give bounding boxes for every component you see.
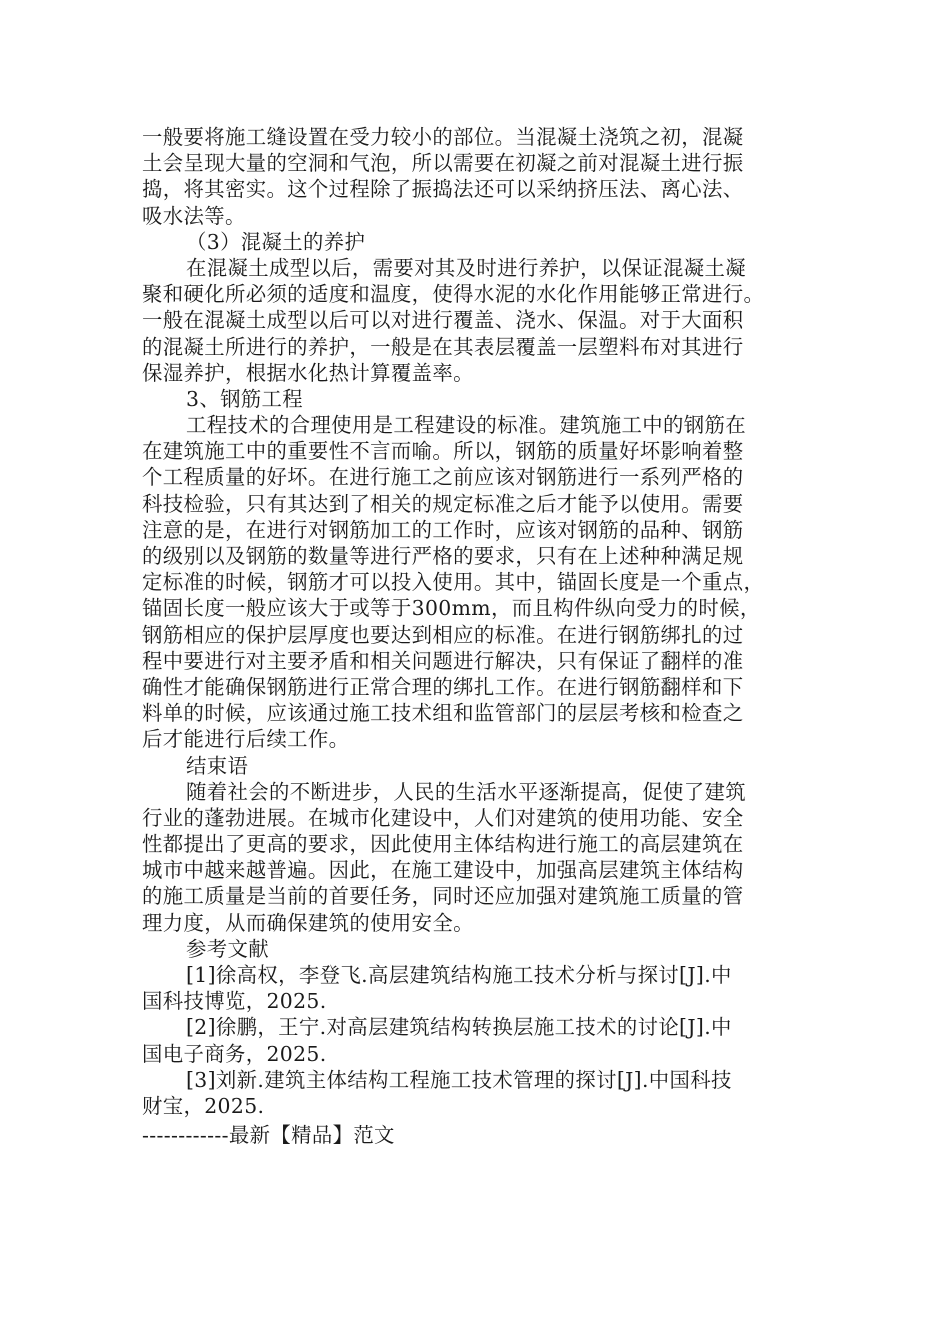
text-line: 捣，将其密实。这个过程除了振捣法还可以采纳挤压法、离心法、 (142, 177, 744, 202)
footer-label: ------------最新【精品】范文 (142, 1123, 395, 1147)
text-line: 个工程质量的好坏。在进行施工之前应该对钢筋进行一系列严格的 (142, 465, 744, 490)
text-line: 的混凝土所进行的养护，一般是在其表层覆盖一层塑料布对其进行 (142, 334, 744, 359)
text-line: 保湿养护，根据水化热计算覆盖率。 (142, 360, 474, 385)
reference-line: [3]刘新.建筑主体结构工程施工技术管理的探讨[J].中国科技 (186, 1067, 732, 1092)
text-line: 的级别以及钢筋的数量等进行严格的要求，只有在上述种种满足规 (142, 544, 744, 568)
text-line: 工程技术的合理使用是工程建设的标准。建筑施工中的钢筋在 (186, 413, 746, 438)
text-line: 城市中越来越普遍。因此，在施工建设中，加强高层建筑主体结构 (142, 858, 744, 883)
text-line: 料单的时候，应该通过施工技术组和监管部门的层层考核和检查之 (142, 701, 744, 726)
document-body (142, 124, 810, 1119)
text-line: 在建筑施工中的重要性不言而喻。所以，钢筋的质量好坏影响着整 (142, 439, 744, 464)
text-line: 性都提出了更高的要求，因此使用主体结构进行施工的高层建筑在 (142, 832, 744, 857)
text-line: 定标准的时候，钢筋才可以投入使用。其中，锚固长度是一个重点， (142, 570, 765, 595)
text-line: 理力度，从而确保建筑的使用安全。 (142, 910, 474, 935)
reference-line: [2]徐鹏，王宁.对高层建筑结构转换层施工技术的讨论[J].中 (186, 1015, 732, 1040)
text-line: 在混凝土成型以后，需要对其及时进行养护，以保证混凝土凝 (186, 255, 746, 280)
reference-line: [1]徐高权，李登飞.高层建筑结构施工技术分析与探讨[J].中 (186, 963, 732, 987)
reference-line: 国科技博览，2025. (142, 989, 327, 1014)
reference-line: 财宝，2025. (142, 1093, 265, 1118)
text-line: 的施工质量是当前的首要任务，同时还应加强对建筑施工质量的管 (142, 884, 744, 909)
text-line: 随着社会的不断进步，人民的生活水平逐渐提高，促使了建筑 (186, 779, 746, 804)
text-line: 科技检验，只有其达到了相关的规定标准之后才能予以使用。需要 (142, 491, 744, 516)
text-line: 程中要进行对主要矛盾和相关问题进行解决，只有保证了翻样的准 (142, 648, 744, 673)
section-heading: 结束语 (186, 753, 249, 778)
reference-line: 国电子商务，2025. (142, 1041, 327, 1066)
section-heading: 3、钢筋工程 (186, 386, 304, 411)
text-line: 吸水法等。 (142, 203, 246, 228)
text-line: 确性才能确保钢筋进行正常合理的绑扎工作。在进行钢筋翻样和下 (142, 674, 744, 699)
text-line: 土会呈现大量的空洞和气泡，所以需要在初凝之前对混凝土进行振 (142, 151, 744, 176)
text-line: 钢筋相应的保护层厚度也要达到相应的标准。在进行钢筋绑扎的过 (142, 622, 744, 647)
text-line: 一般要将施工缝设置在受力较小的部位。当混凝土浇筑之初，混凝 (142, 125, 744, 149)
text-line: 锚固长度一般应该大于或等于300mm，而且构件纵向受力的时候， (142, 596, 761, 621)
text-line: 一般在混凝土成型以后可以对进行覆盖、浇水、保温。对于大面积 (142, 308, 744, 333)
text-line: 聚和硬化所必须的适度和温度，使得水泥的水化作用能够正常进行。 (142, 282, 765, 307)
text-line: 注意的是，在进行对钢筋加工的工作时，应该对钢筋的品种、钢筋 (142, 517, 744, 542)
text-line: 行业的蓬勃进展。在城市化建设中，人们对建筑的使用功能、安全 (142, 805, 744, 830)
section-heading: 参考文献 (186, 936, 269, 961)
subsection-heading: （3）混凝土的养护 (186, 229, 366, 254)
text-line: 后才能进行后续工作。 (142, 727, 350, 752)
